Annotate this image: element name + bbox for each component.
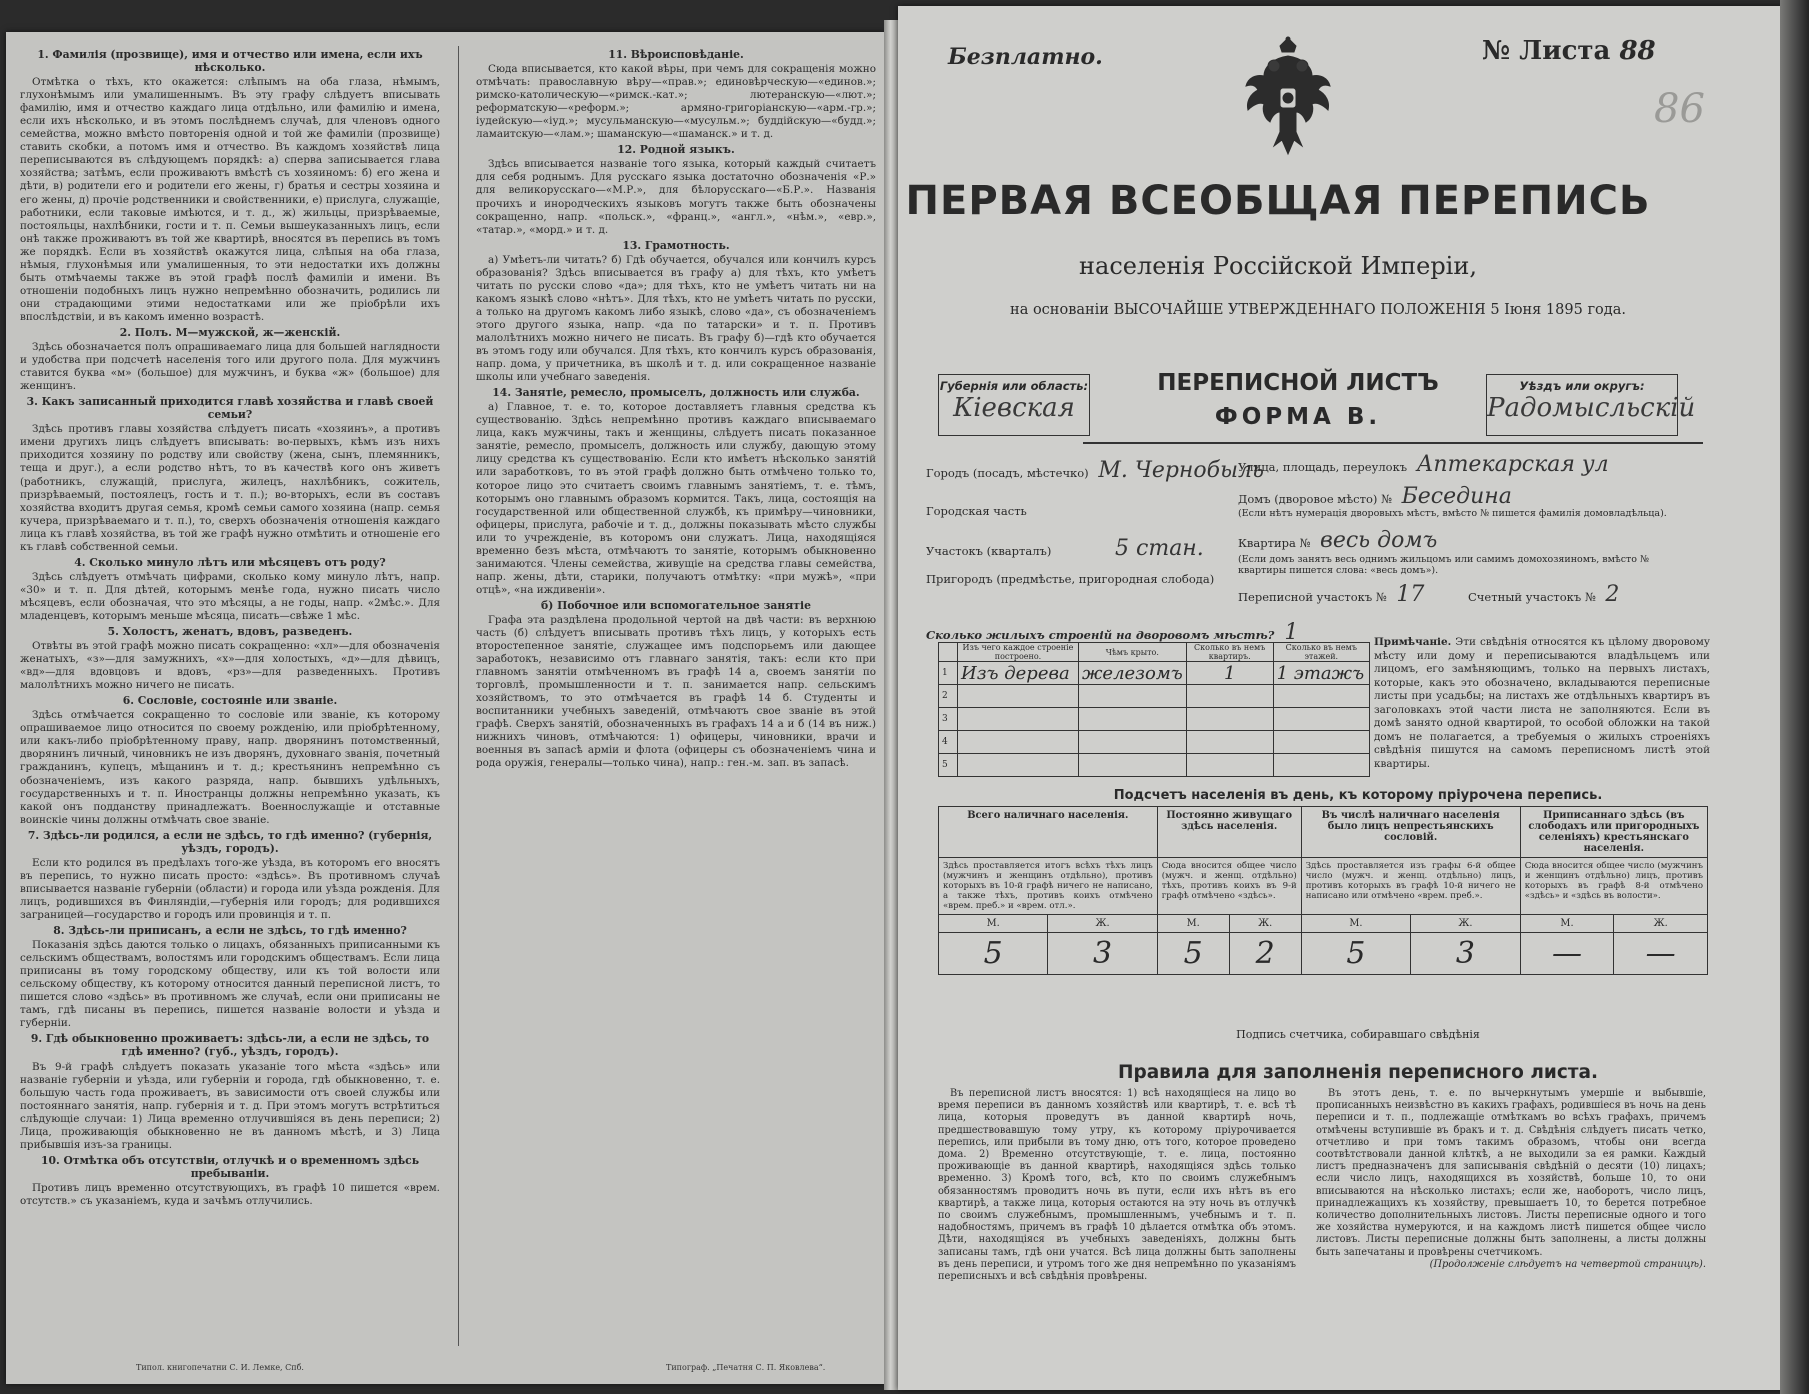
section-heading: 2. Полъ. М—мужской, ж—женскій. [119,325,341,339]
column-divider [458,46,459,1346]
column-header: Постоянно живущаго здѣсь населенія. [1157,807,1301,858]
table-row [939,708,1370,731]
table-cell [958,685,1079,708]
sex-label: М. [1520,915,1614,933]
district-label: Участокъ (кварталъ) [926,544,1052,558]
count-value: 3 [1048,933,1157,975]
table-cell [1078,685,1186,708]
sex-label: Ж. [1229,915,1301,933]
house-value: Беседина [1401,484,1512,509]
section-text: Здѣсь вписывается названіе того языка, который каждый считаетъ для себя роднымъ. Для русскаго языка достаточно обозначенія «Р.» для великорусскаго—«М.Р.», для бѣлорусскаго—«Б.Р.». Названія прочихъ и инородческихъ языковъ могутъ также быть обозначены сокращенно, напр. «польск.», «франц.», «англ.», «нѣм.», «евр.», «татар.», «морд.» и т. д. [476,158,876,236]
page-title: ПЕРВАЯ ВСЕОБЩАЯ ПЕРЕПИСЬ [905,178,1651,224]
column-header: Чѣмъ крыто. [1078,643,1186,662]
sheet-number [1482,36,1656,66]
sex-label: Ж. [1048,915,1157,933]
table-header-row [939,643,1370,662]
buildings-value: 1 [1284,620,1299,645]
legal-basis: на основаніи ВЫСОЧАЙШЕ УТВЕРЖДЕННАГО ПОЛОЖЕНІЯ 5 Іюня 1895 года. [1010,302,1626,318]
table-cell: 1 [1186,662,1273,685]
section-heading: 13. Грамотность. [622,238,730,252]
table-row [939,685,1370,708]
district-field [926,536,1204,561]
section-heading: 3. Какъ записанный приходится главѣ хозяйства и главѣ своей семьи? [26,395,434,422]
row-number: 2 [939,685,958,708]
section-text: Графа эта раздѣлена продольной чертой на двѣ части: въ верхнюю часть (б) слѣдуетъ вписывать противъ тѣхъ лицъ, у которыхъ есть второстепенное занятіе, служащее имъ подспорьемъ или дающее заработокъ, независимо отъ главнаго занятія, такъ: если кто при главномъ занятіи отмѣченномъ въ графѣ 14 а, своемъ занятіи по торговлѣ, промышленности и т. п. занимается напр. сельскимъ хозяйствомъ, то это отмѣчается въ графѣ 14 б. Студенты и воспитанники учебныхъ заведеній, отмѣчаютъ свое званіе въ этой графѣ. Сверхъ занятій, обозначенныхъ въ графахъ 14 а и б (14 въ ниж.) нижнихъ чиновъ, отмѣчаются: 1) офицеры, чиновники, врачи и военныя въ запасѣ армiи и флота (офицеры съ обозначеніемъ чина и рода оружія, генералы—только чина), напр.: ген.-м. зап. въ запасѣ. [476,613,876,770]
rules-text: Въ этотъ день, т. е. по вычеркнутымъ умершіе и выбывшіе, прописанныхъ неизвѣстно въ какихъ графахъ, родившіеся въ ночь на день переписи и т. п., подлежащіе отмѣткамъ во всѣхъ графахъ, причемъ отмѣчены вступившіе въ бракъ и т. д. Свѣдѣнія слѣдуетъ писать четко, отчетливо и при томъ такимъ образомъ, чтобы они всегда соотвѣтствовали данной клѣткѣ, а не выходили за ея рамки. Каждый листъ предназначенъ для записыванія свѣдѣній о десяти (10) лицахъ; если число лицъ, находящихся въ хозяйствѣ, больше 10, то они вписываются на нѣсколько листахъ; если же, наоборотъ, число лицъ, принадлежащихъ къ хозяйству, превышаетъ 10, то берется потребное количество дополнительныхъ листовъ. Листы переписные одного и того же хозяйства нумеруются, и на каждомъ листѣ пишется общее число листовъ. Листы переписные должны быть заполнены, а листы должны быть запечатаны и провѣрены счетчикомъ. [1316,1088,1706,1258]
sex-label: М. [1157,915,1229,933]
note-text: Эти свѣдѣнія относятся къ цѣлому дворовому мѣсту или дому и переписываются владѣльцемъ или лицомъ, его замѣняющимъ, только на первыхъ листахъ, которые, какъ это обозначено, вкладываются переписные листы при усадьбы; на листахъ же отдѣльныхъ квартиръ въ заголовкахъ этой части листа не заполняются. Если въ домѣ занято одной квартирой, то особой обложки на такой домъ не полагается, а требуемыя о жилыхъ строеніяхъ свѣдѣнія пишутся на самомъ переписномъ листѣ этой квартиры. [1374,636,1710,770]
column-header: Приписаннаго здѣсь (въ слободахъ или пригородныхъ селеніяхъ) крестьянскаго населенія. [1520,807,1707,858]
uezd-box [1486,374,1696,436]
city-part-field [926,504,1027,518]
table-row [939,662,1370,685]
house-label: Домъ (дворовое мѣсто) № [1238,492,1392,506]
section-heading: 4. Сколько минуло лѣтъ или мѣсяцевъ отъ роду? [74,555,386,569]
row-number: 4 [939,731,958,754]
sheet-number-label: № Листа [1482,36,1611,66]
table-header-row [939,807,1708,858]
section-text: Здѣсь противъ главы хозяйства слѣдуетъ писать «хозяинъ», а противъ имени другихъ лицъ слѣдуетъ вписывать: во-первыхъ, кѣмъ изъ нихъ приходится хозяину по родству или свойству (жена, сынъ, племянникъ, теща и друг.), а если родство нѣтъ, то въ качествѣ кого онъ живетъ (работникъ, служащій, прислуга, жилецъ, нахлѣбникъ, сожитель, призрѣваемый, постоялецъ, гость и т. п.); во-вторыхъ, если въ составъ хозяйства входитъ другая семья, кромѣ семьи самого хозяина (напр. семья кучера, призрѣваемаго и т. п.), то, сверхъ обозначенія отношенія каждаго лица къ главѣ хозяйства, въ той же графѣ нужно отмѣтить и отношеніе его къ главѣ собственной семьи. [20,423,440,553]
section-text: Противъ лицъ временно отсутствующихъ, въ графѣ 10 пишется «врем. отсутств.» съ указаніемъ, куда и зачѣмъ отлучились. [20,1181,440,1207]
sex-label: Ж. [1614,915,1708,933]
section-text: а) Главное, т. е. то, которое доставляетъ главныя средства къ существованію. Здѣсь непремѣнно противъ каждаго вписываемаго лица, какъ мужчины, такъ и женщины, слѣдуетъ писать показанное занятіе, ремесло, промыселъ, должность или службу, дающую этому лицу средства къ существованію. Если кто имѣетъ нѣсколько занятій или заработковъ, то въ этой графѣ должно быть отмѣчено только то, которое лицо это считаетъ своимъ главнымъ занятіемъ, т. е. тѣмъ, которымъ оно главнымъ образомъ кормится. Такъ, лица, состоящія на государственной или общественной службѣ, къ примѣру—чиновники, офицеры, прислуга, рабочіе и т. д., должны показывать мѣсто службы или то учрежденіе, въ которомъ они служатъ. Лица, находящіяся временно безъ мѣста, отмѣчаютъ то занятіе, которымъ обыкновенно занимаются. Члены семейства, живущіе на средства главы семейства, напр. жены, дѣти, старики, получаютъ отмѣтку: «при мужѣ», «при отцѣ», «на иждивеніи». [476,401,876,596]
count-value: 3 [1411,933,1521,975]
free-label: Безплатно. [948,44,1103,70]
street-field [1238,452,1609,477]
margin-pencil-number: 86 [1654,86,1705,132]
city-field [926,458,1264,483]
note [1374,636,1710,771]
table-cell [958,754,1079,777]
form-title [1128,370,1468,430]
rules-text: Въ переписной листъ вносятся: 1) всѣ находящіеся на лицо во время переписи въ данномъ хозяйствѣ или квартирѣ, т. е. всѣ тѣ лица, которыя проведутъ въ данной квартирѣ ночь, предшествовавшую тому утру, къ которому пріурочивается перепись, или прибыли въ тому дню, отъ того, которое проведено дома. 2) Временно отсутствующіе, т. е. лица, постоянно проживающіе въ данной квартирѣ, находящіяся здѣсь только временно. 3) Кромѣ того, всѣ, кто по своимъ служебнымъ обязанностямъ проводитъ ночь въ пути, если ихъ нѣтъ въ его квартирѣ, а также лица, которыя остаются на эту ночь въ отлучкѣ по своимъ служебнымъ, промышленнымъ, учебнымъ и т. п. надобностямъ, причемъ въ графѣ 10 дѣлается отмѣтка объ этомъ. Дѣти, находящіяся въ учебныхъ заведеніяхъ, должны быть записаны тамъ, гдѣ они учатся. Всѣ лица должны быть заполнены въ день переписи, и утромъ того же дня непремѣнно по указаніямъ переписныхъ и всѣ свѣдѣнія провѣрены. [938,1088,1296,1283]
sex-label: М. [939,915,1048,933]
count-value: 5 [1157,933,1229,975]
apartment-value: весь домъ [1320,528,1438,553]
description-row [939,858,1708,915]
table-cell: железомъ [1078,662,1186,685]
section-heading: 7. Здѣсь-ли родился, а если не здѣсь, то гдѣ именно? (губернія, уѣздъ, городъ). [27,828,433,855]
column-description: Здѣсь проставляется итогъ всѣхъ тѣхъ лицъ (мужчинъ и женщинъ отдѣльно), противъ которыхъ въ 10-й графѣ ничего не написано, а также тѣхъ, противъ коихъ отмѣчено «врем. преб.» и «врем. отл.». [939,858,1158,915]
sex-label: Ж. [1411,915,1521,933]
section-heading: 6. Сословіе, состояніе или званіе. [122,694,338,708]
uezd-value: Радомысльскiй [1487,393,1696,423]
rules-continue: (Продолженіе слѣдуетъ на четвертой страницѣ). [1429,1258,1706,1270]
page-subtitle: населенія Россійской Имперіи, [1079,252,1477,280]
section-text: а) Умѣетъ-ли читать? б) Гдѣ обучается, обучался или кончилъ курсъ образованія? Здѣсь вписывается въ графу а) для тѣхъ, кто умѣетъ читать по русски слово «да»; для тѣхъ, кто не умѣетъ читать ни на какомъ языкѣ слово «нѣтъ». Для тѣхъ, кто не умѣетъ читать по русски, а только на другомъ какомъ либо языкѣ, слово «да», съ обозначеніемъ этого другого языка, напр. «да по татарски» и т. п. Противъ малолѣтнихъ можно ничего не писать. Въ графу б)—гдѣ кто обучается въ этомъ году или обучался. Для тѣхъ, кто кончилъ курсъ образованія, напр. дома, у причетника, въ школѣ и т. д. или сокращенное названіе школы или учебнаго заведенія. [476,253,876,384]
apartment-note: (Если домъ занятъ весь однимъ жильцомъ или самимъ домохозяиномъ, вмѣсто № квартиры пишется слова: «весь домъ»). [1238,554,1650,576]
buildings-question-text: Сколько жилыхъ строеній на дворовомъ мѣстѣ? [926,628,1275,642]
section-heading: 12. Родной языкъ. [617,143,735,157]
table-cell [1273,685,1369,708]
column-header: Въ числѣ наличнаго населенія было лицъ непрестьянскихъ сословій. [1301,807,1520,858]
section-text: Если кто родился въ предѣлахъ того-же уѣзда, въ которомъ его вносятъ въ перепись, то нужно писать просто: «здѣсь». Въ противномъ случаѣ вписывается названіе губерніи (области) и города или уѣзда рожденія. Для лицъ, родившихся въ Финляндіи,—губернія или городъ; для родившихся заграницей—государство и городъ или провинція и т. п. [20,856,440,921]
street-value: Аптекарская ул [1416,452,1609,477]
guberniya-box [938,374,1090,436]
suburb-field [926,572,1214,586]
note-title: Примѣчаніе. [1374,636,1452,648]
table-cell [958,708,1079,731]
table-cell [1273,708,1369,731]
section-text: Здѣсь отмѣчается сокращенно то сословіе или званіе, къ которому опрашиваемое лицо относится по своему рожденію, или пріобрѣтенному, или какъ-либо пріобрѣтенному праву, напр. дворянинъ потомственный, дворянинъ личный, чиновникъ не изъ дворянъ, духовнаго званія, почетный гражданинъ, купецъ, мѣщанинъ и т. д.; крестьянинъ непремѣнно съ обозначеніемъ, изъ какого разряда, напр. бывшихъ удѣльныхъ, государственныхъ и т. п. Иностранцы должны непремѣнно указать, къ какой онъ подданству принадлежатъ. Военнослужащіе и отставные воинскіе чины должны отмѣчать свое званіе. [20,709,440,826]
sheet-number-value: 88 [1619,36,1656,66]
column-description: Сюда вносится общее число (мужчинъ и женщинъ отдѣльно) лицъ, противъ которыхъ въ графѣ 8-й отмѣчено «здѣсь» и «здѣсь въ волости». [1520,858,1707,915]
form-rule [1083,442,1703,444]
column-description: Здѣсь проставляется изъ графы 6-й общее число (мужч. и женщ. отдѣльно) лицъ, противъ которыхъ въ графѣ 10-й ничего не написано или отмѣчено «врем. преб.». [1301,858,1520,915]
instructions-column-right [476,46,876,1346]
row-number: 3 [939,708,958,731]
column-header: Сколько въ немъ этажей. [1273,643,1369,662]
house-note: (Если нѣтъ нумерація дворовыхъ мѣстъ, вмѣсто № пишется фамилія домовладѣльца). [1238,508,1667,519]
row-number: 5 [939,754,958,777]
sex-label-row [939,915,1708,933]
house-field [1238,484,1512,509]
count-value: — [1614,933,1708,975]
count-value: 5 [939,933,1048,975]
printer-imprint-left: Типол. книгопечатни С. И. Лемке, Спб. [136,1363,304,1372]
instructions-page [6,32,886,1384]
suburb-label: Пригородъ (предмѣстье, пригородная слобода) [926,572,1215,586]
section-text: Здѣсь обозначается полъ опрашиваемаго лица для большей наглядности и удобства при подсчетѣ населенія того или другого пола. Для мужчинъ ставится буква «м» (большое) для мужчинъ, и буква «ж» (большое) для женщинъ. [20,341,440,393]
table-cell [958,731,1079,754]
count-value: — [1520,933,1614,975]
apartment-label: Квартира № [1238,536,1311,550]
table-cell [1078,754,1186,777]
city-part-label: Городская часть [926,504,1027,518]
section-heading: 10. Отмѣтка объ отсутствіи, отлучкѣ и о временномъ здѣсь пребываніи. [40,1153,420,1180]
section-heading: 8. Здѣсь-ли приписанъ, а если не здѣсь, то гдѣ именно? [53,924,407,938]
count-value: 5 [1301,933,1410,975]
uezd-label: Уѣздъ или округъ: [1519,379,1645,393]
column-header: Сколько въ немъ квартиръ. [1186,643,1273,662]
count-value: 2 [1229,933,1301,975]
row-number: 1 [939,662,958,685]
section-heading: 11. Вѣроисповѣданіе. [608,48,744,61]
section-heading: б) Побочное или вспомогательное занятіе [541,598,811,612]
district-value: 5 стан. [1115,536,1204,561]
printer-imprint-right: Типограф. „Печатня С. П. Яковлева“. [666,1363,826,1372]
section-text: Отвѣты въ этой графѣ можно писать сокращенно: «хл»—для обозначенія женатыхъ, «з»—для замужнихъ, «х»—для холостыхъ, «д»—для дѣвицъ, «вд»—для вдовцовъ и вдовъ, «рз»—для разведенныхъ. Противъ малолѣтнихъ можно ничего не писать. [20,640,440,692]
instructions-column-left [20,46,440,1346]
column-header [939,643,958,662]
column-header: Всего наличнаго населенія. [939,807,1158,858]
section-text: Показанія здѣсь даются только о лицахъ, обязанныхъ приписанными къ сельскимъ обществамъ, волостямъ или городскимъ обществамъ. Если лица приписаны въ тому городскому обществу, или къ той волости или сельскому обществу, къ которому относится данный переписной листъ, то пишется слово «здѣсь» въ противномъ же случаѣ, если они приписаны не тамъ, гдѣ писаны въ перепись, пишется названіе волости и уѣзда и губерніи. [20,939,440,1030]
counting-area-label: Счетный участокъ № [1468,590,1596,604]
section-heading: 9. Гдѣ обыкновенно проживаетъ: здѣсь-ли, а если не здѣсь, то гдѣ именно? (губ., уѣздъ, городъ). [30,1032,430,1059]
section-text: Въ 9-й графѣ слѣдуетъ показать указаніе того мѣста «здѣсь» или названіе губерніи и уѣзда, или губерніи и города, гдѣ обыкновенно, т. е. большую часть года проживаетъ, въ зависимости отъ своей службы или постояннаго занятія, напр. губернія и т. д. При этомъ могутъ встрѣтиться слѣдующіе случаи: 1) Лица временно отлучившіяся въ день переписи; 2) Лица, проживающія обыкновенно не въ данномъ мѣстѣ, и 3) Лица прибывшія изъ-за границы. [20,1060,440,1151]
table-cell [1186,708,1273,731]
values-row [939,933,1708,975]
census-area-field [1238,582,1619,607]
table-cell [1078,731,1186,754]
column-header: Изъ чего каждое строеніе построено. [958,643,1079,662]
section-text: Отмѣтка о тѣхъ, кто окажется: слѣпымъ на оба глаза, нѣмымъ, глухонѣмымъ или умалишеннымъ. Въ эту графу слѣдуетъ вписывать фамилію, имя и отчество каждаго лица отдѣльно, или фамилію и имена, если ихъ нѣсколько, и въ этомъ послѣднемъ случаѣ, для членовъ одного семейства, можно вмѣсто повторенія одной и той же фамиліи (прозвище) ставить скобки, а потомъ имя и отчество. Въ каждомъ хозяйствѣ лица переписываются въ слѣдующемъ порядкѣ: а) сперва записывается глава хозяйства; затѣмъ, если проживаютъ вмѣстѣ съ хозяиномъ: б) его жена и дѣти, в) родители его и родители его жены, г) братья и сестры хозяина и его жены, д) прочіе родственники и свойственники, е) прислуга, служащіе, работники, если таковые имѣются, и т. д., ж) жильцы, призрѣваемые, постояльцы, нахлѣбники, гости и т. п. Семьи вышеуказанныхъ лицъ, если онѣ также проживаютъ въ той же квартирѣ, вносятся въ перепись въ томъ же порядкѣ. Если въ хозяйствѣ окажутся лица, слѣпыя на оба глаза, нѣмыя, глухонѣмыя или умалишенныя, то эти недостатки ихъ должны быть отмѣчаемы также въ этой графѣ послѣ фамиліи и имени. Въ отношеніи подобныхъ лицъ нужно непремѣнно обозначить, родились ли они страдающими этими недостатками или же пріобрѣли ихъ впослѣдствіи, и въ какомъ именно возрастѣ. [20,76,440,323]
section-text: Здѣсь слѣдуетъ отмѣчать цифрами, сколько кому минуло лѣтъ, напр. «30» и т. п. Для дѣтей, которымъ менѣе года, нужно писать число мѣсяцевъ, если обозначая, что это мѣсяцы, а не годы, напр. «2мѣс.». Для младенцевъ, которымъ меньше мѣсяца, писать—свѣже 1 мѣс. [20,570,440,622]
rules-title: Правила для заполненія переписного листа. [1117,1062,1599,1083]
table-cell: Изъ дерева [958,662,1079,685]
table-row [939,754,1370,777]
table-cell [1273,754,1369,777]
census-form-page [898,6,1803,1390]
double-headed-eagle-icon [1234,36,1342,166]
form-title-line2: ФОРМА В. [1214,404,1382,430]
section-heading: 1. Фамилія (прозвище), имя и отчество или имена, если ихъ нѣсколько. [37,48,423,75]
city-value: М. Чернобыль [1098,458,1264,483]
column-description: Сюда вносится общее число (мужч. и женщ. отдѣльно) тѣхъ, противъ коихъ въ 9-й графѣ отмѣчено «здѣсь». [1157,858,1301,915]
table-cell [1186,731,1273,754]
apartment-field [1238,528,1437,553]
table-cell [1186,754,1273,777]
section-text: Сюда вписывается, кто какой вѣры, при чемъ для сокращенія можно отмѣчать: православную вѣру—«прав.»; единовѣрческую—«единов.»; римско-католическую—«римск.-кат.»; лютеранскую—«лют.»; реформатскую—«реформ.»; армяно-григоріанскую—«арм.-гр.»; іудейскую—«іуд.»; мусульманскую—«мусульм.»; буддійскую—«будд.»; ламаитскую—«лам.»; шаманскую—«шаманск.» и т. д. [476,63,876,141]
table-cell [1273,731,1369,754]
table-cell: 1 этажъ [1273,662,1369,685]
table-row [939,731,1370,754]
census-area-value: 17 [1396,582,1425,607]
section-heading: 14. Занятіе, ремесло, промыселъ, должность или служба. [492,386,860,400]
form-title-line1: ПЕРЕПИСНОЙ ЛИСТЪ [1157,370,1439,396]
table-cell [1186,685,1273,708]
sex-label: М. [1301,915,1410,933]
counting-area-value: 2 [1605,582,1620,607]
guberniya-value: Кiевская [953,393,1075,423]
guberniya-label: Губернія или область: [939,379,1089,393]
table-cell [1078,708,1186,731]
population-table [938,806,1708,975]
section-heading: 5. Холостъ, женатъ, вдовъ, разведенъ. [107,625,353,639]
page-stack-edge [1780,0,1809,1394]
census-area-label: Переписной участокъ № [1238,590,1387,604]
rules-column-right [1316,1088,1706,1368]
buildings-table [938,642,1370,777]
city-label: Городъ (посадъ, мѣстечко) [926,466,1089,480]
signature-label: Подпись счетчика, собиравшаго свѣдѣнія [1236,1028,1480,1041]
population-title: Подсчетъ населенія въ день, къ которому пріурочена перепись. [1113,788,1603,803]
rules-column-left [938,1088,1296,1368]
street-label: Улица, площадь, переулокъ [1238,460,1408,474]
